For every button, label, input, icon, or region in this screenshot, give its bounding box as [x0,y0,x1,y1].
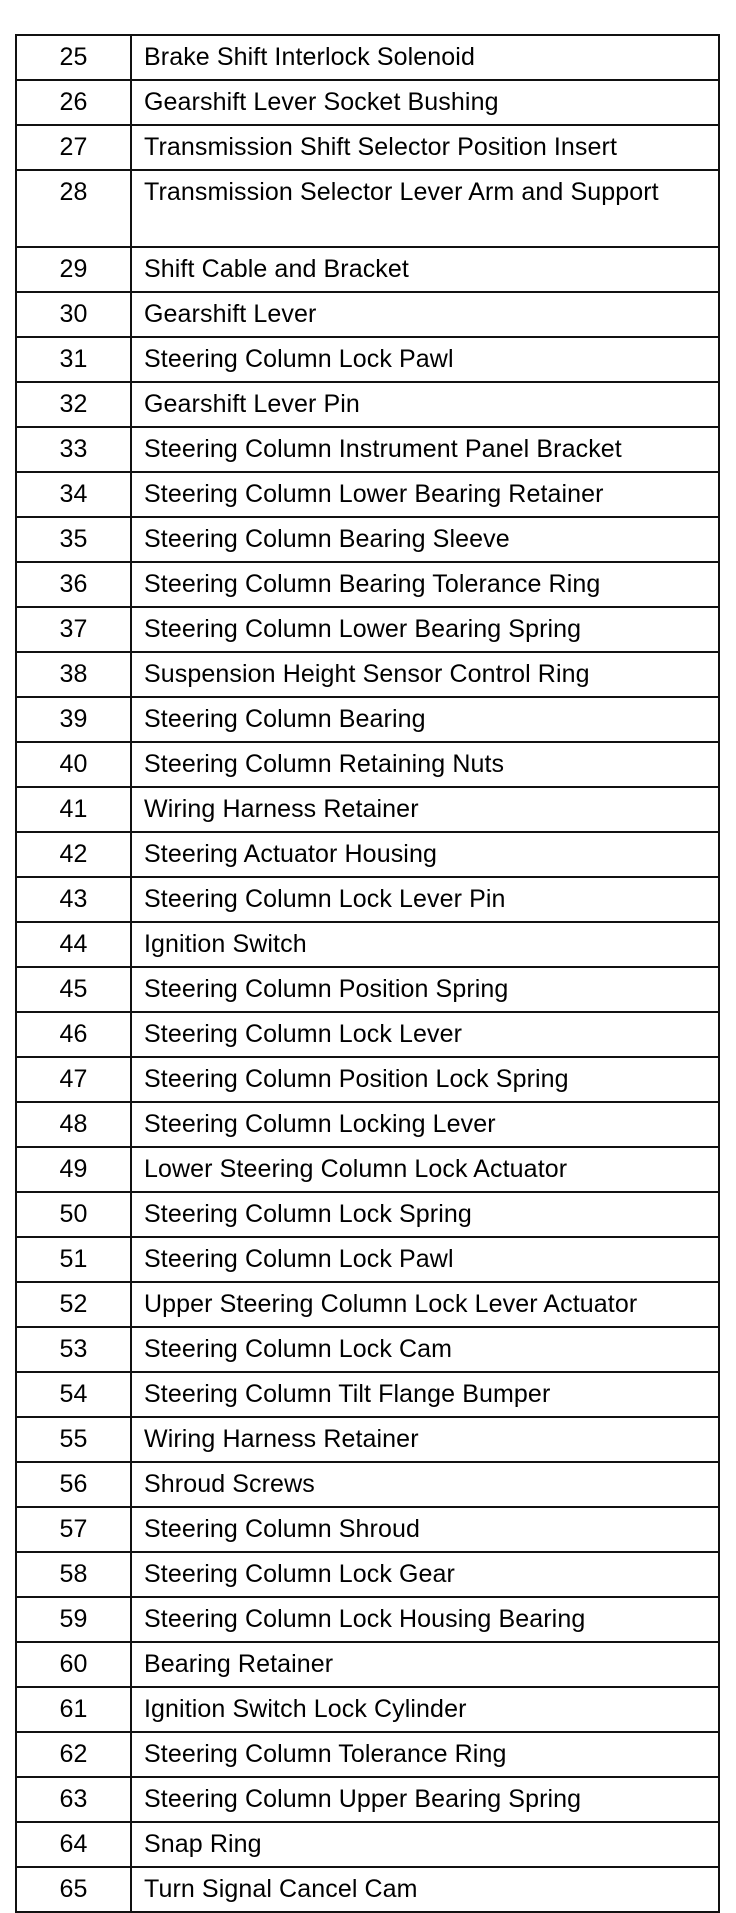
part-description-cell: Wiring Harness Retainer [131,1417,719,1462]
part-number-cell: 36 [16,562,131,607]
table-row [16,1417,719,1462]
part-number-cell: 33 [16,427,131,472]
parts-table [15,34,720,1913]
part-description-cell: Ignition Switch Lock Cylinder [131,1687,719,1732]
part-number-cell: 42 [16,832,131,877]
part-description-cell: Wiring Harness Retainer [131,787,719,832]
part-number-cell: 53 [16,1327,131,1372]
table-row [16,1552,719,1597]
table-row [16,1012,719,1057]
part-description-cell: Steering Actuator Housing [131,832,719,877]
part-description-cell: Steering Column Bearing [131,697,719,742]
part-number-cell: 41 [16,787,131,832]
part-description-cell: Steering Column Bearing Tolerance Ring [131,562,719,607]
part-number-cell: 40 [16,742,131,787]
part-description-cell: Snap Ring [131,1822,719,1867]
part-description-cell: Transmission Shift Selector Position Insert [131,125,719,170]
part-description-cell: Steering Column Position Spring [131,967,719,1012]
table-row [16,1192,719,1237]
part-description-cell: Steering Column Lock Housing Bearing [131,1597,719,1642]
part-description-cell: Steering Column Instrument Panel Bracket [131,427,719,472]
table-row [16,382,719,427]
part-description-cell: Gearshift Lever Pin [131,382,719,427]
table-row [16,1642,719,1687]
part-description-cell: Shroud Screws [131,1462,719,1507]
part-description-cell: Steering Column Upper Bearing Spring [131,1777,719,1822]
part-number-cell: 50 [16,1192,131,1237]
table-row [16,1777,719,1822]
table-row [16,125,719,170]
part-description-cell: Suspension Height Sensor Control Ring [131,652,719,697]
part-number-cell: 28 [16,170,131,247]
part-number-cell: 44 [16,922,131,967]
part-number-cell: 62 [16,1732,131,1777]
part-description-cell: Steering Column Lock Spring [131,1192,719,1237]
table-row [16,427,719,472]
part-number-cell: 52 [16,1282,131,1327]
table-row [16,1462,719,1507]
table-row [16,292,719,337]
part-description-cell: Lower Steering Column Lock Actuator [131,1147,719,1192]
part-description-cell: Steering Column Tilt Flange Bumper [131,1372,719,1417]
parts-table-body [16,35,719,1912]
part-description-cell: Steering Column Locking Lever [131,1102,719,1147]
table-row [16,832,719,877]
table-row [16,247,719,292]
table-row [16,472,719,517]
table-row [16,1372,719,1417]
part-description-cell: Steering Column Lock Cam [131,1327,719,1372]
part-description-cell: Steering Column Retaining Nuts [131,742,719,787]
part-description-cell: Steering Column Lock Gear [131,1552,719,1597]
part-number-cell: 51 [16,1237,131,1282]
part-number-cell: 57 [16,1507,131,1552]
table-row [16,1327,719,1372]
table-row [16,337,719,382]
part-number-cell: 39 [16,697,131,742]
table-row [16,170,719,247]
table-row [16,1057,719,1102]
part-description-cell: Gearshift Lever [131,292,719,337]
part-number-cell: 48 [16,1102,131,1147]
part-number-cell: 47 [16,1057,131,1102]
part-description-cell: Bearing Retainer [131,1642,719,1687]
table-row [16,922,719,967]
table-row [16,1102,719,1147]
table-row [16,787,719,832]
table-row [16,1867,719,1912]
part-number-cell: 32 [16,382,131,427]
table-row [16,35,719,80]
part-description-cell: Steering Column Lock Pawl [131,337,719,382]
part-number-cell: 30 [16,292,131,337]
part-description-cell: Gearshift Lever Socket Bushing [131,80,719,125]
part-number-cell: 25 [16,35,131,80]
table-row [16,1237,719,1282]
part-number-cell: 49 [16,1147,131,1192]
part-number-cell: 54 [16,1372,131,1417]
table-row [16,967,719,1012]
table-row [16,1732,719,1777]
part-number-cell: 43 [16,877,131,922]
part-number-cell: 65 [16,1867,131,1912]
part-description-cell: Turn Signal Cancel Cam [131,1867,719,1912]
part-description-cell: Steering Column Position Lock Spring [131,1057,719,1102]
table-row [16,562,719,607]
part-description-cell: Ignition Switch [131,922,719,967]
part-description-cell: Steering Column Lower Bearing Retainer [131,472,719,517]
part-number-cell: 37 [16,607,131,652]
part-number-cell: 38 [16,652,131,697]
part-number-cell: 29 [16,247,131,292]
part-number-cell: 27 [16,125,131,170]
part-number-cell: 34 [16,472,131,517]
table-row [16,877,719,922]
part-number-cell: 31 [16,337,131,382]
part-description-cell: Shift Cable and Bracket [131,247,719,292]
part-number-cell: 60 [16,1642,131,1687]
part-number-cell: 56 [16,1462,131,1507]
part-number-cell: 35 [16,517,131,562]
part-number-cell: 55 [16,1417,131,1462]
part-description-cell: Steering Column Lower Bearing Spring [131,607,719,652]
table-row [16,1822,719,1867]
part-description-cell: Steering Column Lock Pawl [131,1237,719,1282]
part-number-cell: 61 [16,1687,131,1732]
part-description-cell: Steering Column Lock Lever Pin [131,877,719,922]
part-description-cell: Brake Shift Interlock Solenoid [131,35,719,80]
table-row [16,697,719,742]
table-row [16,1597,719,1642]
part-number-cell: 59 [16,1597,131,1642]
part-number-cell: 64 [16,1822,131,1867]
table-row [16,607,719,652]
part-description-cell: Transmission Selector Lever Arm and Support [131,170,719,247]
table-row [16,1507,719,1552]
table-row [16,517,719,562]
table-row [16,1147,719,1192]
part-description-cell: Steering Column Bearing Sleeve [131,517,719,562]
part-description-cell: Upper Steering Column Lock Lever Actuator [131,1282,719,1327]
table-row [16,652,719,697]
table-row [16,1282,719,1327]
part-number-cell: 46 [16,1012,131,1057]
part-description-cell: Steering Column Shroud [131,1507,719,1552]
part-number-cell: 45 [16,967,131,1012]
part-description-cell: Steering Column Tolerance Ring [131,1732,719,1777]
table-row [16,742,719,787]
part-number-cell: 26 [16,80,131,125]
part-number-cell: 63 [16,1777,131,1822]
table-row [16,1687,719,1732]
part-number-cell: 58 [16,1552,131,1597]
table-row [16,80,719,125]
part-description-cell: Steering Column Lock Lever [131,1012,719,1057]
